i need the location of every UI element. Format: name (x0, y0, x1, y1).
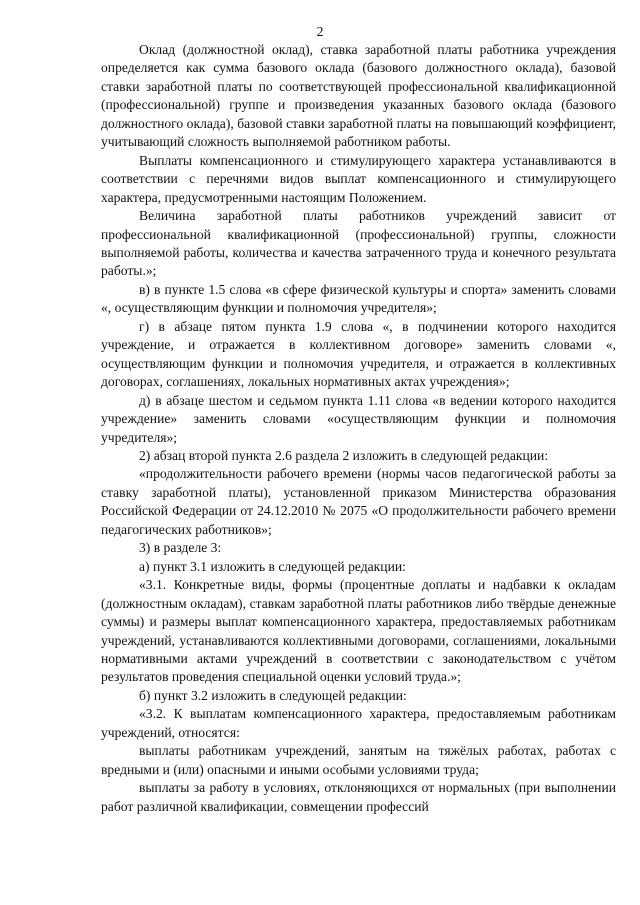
paragraph-clause-3-1: «3.1. Конкретные виды, формы (процентные доплаты и надбавки к окладам (должностным окладам), ставкам заработной платы работников либо твёрдые денежные суммы) и размеры выплат компенсационного характера, предоставляемых работникам учреждений, устанавливаются коллективными договорами, соглашениями, локальными нормативными актами учреждений в соответствии с законодательством с учётом результатов проведения специальной оценки условий труда.»; (101, 577, 616, 685)
paragraph-item-a: а) пункт 3.1 изложить в следующей редакции: (139, 558, 406, 574)
paragraph-item-2: 2) абзац второй пункта 2.6 раздела 2 изложить в следующей редакции: (139, 447, 549, 463)
paragraph-salary-definition: Оклад (должностной оклад), ставка заработной платы работника учреждения определяется как сумма базового оклада (базового должностного оклада), базовой ставки заработной платы по соответствующей профессиональной квалификационной (профессиональной) группе и произведения указанных базового оклада (базового должностного оклада), базовой ставки заработной платы на повышающий коэффициент, учитывающий сложность выполняемой работником работы. (101, 42, 616, 150)
paragraph-salary-amount: Величина заработной платы работников учреждений зависит от профессиональной квалификационной (профессиональной) группы, сложности выполняемой работы, количества и качества затраченного труда и конечного результата работы.»; (101, 208, 616, 279)
paragraph-item-v: в) в пункте 1.5 слова «в сфере физической культуры и спорта» заменить словами «, осуществляющим функции и полномочия учредителя»; (101, 281, 616, 316)
paragraph-working-time: «продолжительности рабочего времени (нормы часов педагогической работы за ставку заработной платы), установленной приказом Министерства образования Российской Федерации от 24.12.2010 № 2075 «О продолжительности рабочего времени педагогических работников»; (101, 466, 616, 537)
document-body (101, 41, 616, 816)
paragraph-item-g: г) в абзаце пятом пункта 1.9 слова «, в подчинении которого находится учреждение, и отражается в коллективном договоре» заменить словами «, осуществляющим функции и полномочия учредителя, и отражается в коллективных договорах, соглашениях, локальных нормативных актах учреждения»; (101, 318, 616, 390)
page-number: 2 (316, 25, 324, 40)
paragraph-hard-work-payments: выплаты работникам учреждений, занятым на тяжёлых работах, работах с вредными и (или) опасными и иными особыми условиями труда; (101, 743, 616, 777)
paragraph-clause-3-2: «3.2. К выплатам компенсационного характера, предоставляемым работникам учреждений, относятся: (101, 706, 616, 740)
paragraph-abnormal-conditions-payments: выплаты за работу в условиях, отклоняющихся от нормальных (при выполнении работ различной квалификации, совмещении профессий (101, 780, 616, 814)
paragraph-item-d: д) в абзаце шестом и седьмом пункта 1.11 слова «в ведении которого находится учреждение» заменить словами «осуществляющим функции и полномочия учредителя»; (101, 392, 616, 445)
paragraph-item-3: 3) в разделе 3: (139, 540, 222, 556)
paragraph-item-b: б) пункт 3.2 изложить в следующей редакции: (139, 687, 407, 703)
paragraph-compensation-payments: Выплаты компенсационного и стимулирующего характера устанавливаются в соответствии с перечнями видов выплат компенсационного и стимулирующего характера, предусмотренными настоящим Положением. (101, 152, 616, 205)
